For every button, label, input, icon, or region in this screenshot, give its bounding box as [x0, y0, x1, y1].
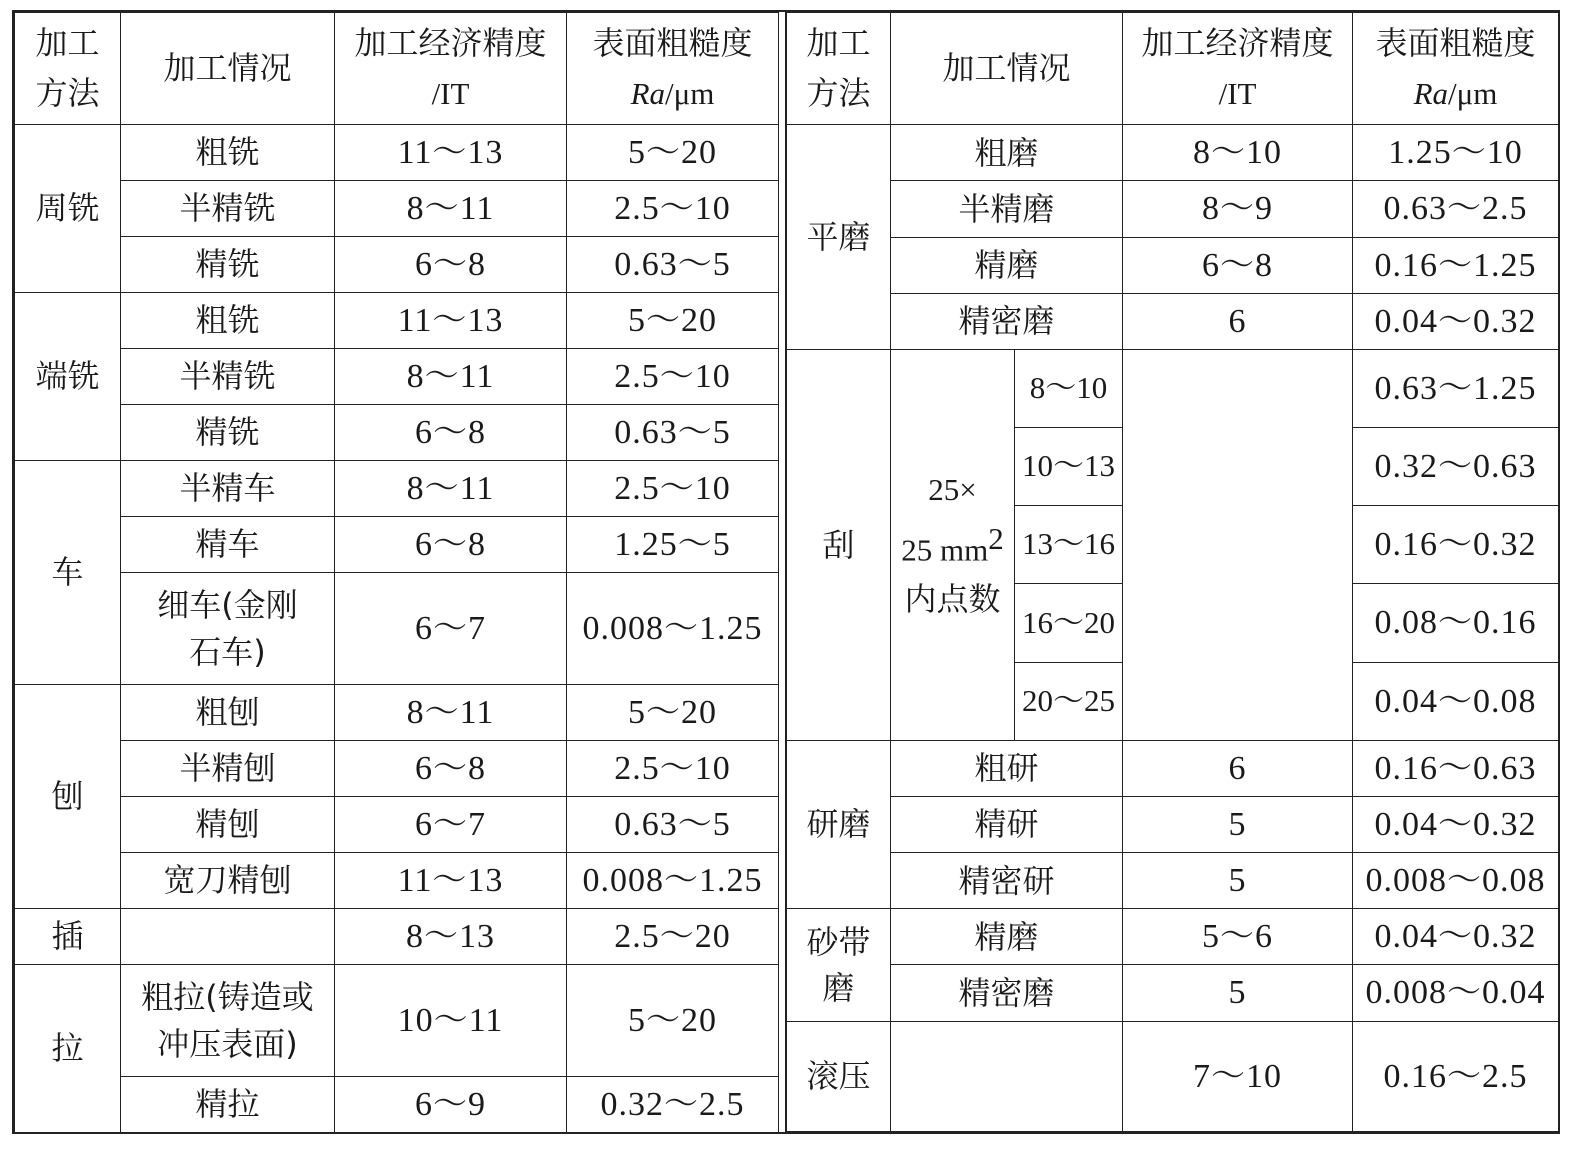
precision-cell: 6～7 [335, 797, 567, 853]
table-row [15, 405, 779, 461]
method-cell: 研磨 [787, 740, 891, 908]
header-roughness-unit: /μm [1448, 75, 1498, 111]
precision-cell-empty [1123, 349, 1353, 740]
table-row [787, 853, 1559, 909]
points-label-line1: 25× [928, 472, 977, 508]
header-precision-line2: /IT [1218, 75, 1257, 111]
condition-line1: 细车(金刚 [157, 586, 298, 625]
precision-cell: 5 [1123, 797, 1353, 853]
table-row [15, 1077, 779, 1133]
roughness-cell: 0.16～2.5 [1353, 1021, 1559, 1131]
condition-cell: 精磨 [891, 909, 1123, 965]
condition-cell: 粗铣 [121, 125, 335, 181]
condition-line2: 冲压表面) [157, 1024, 298, 1063]
right-table-half [786, 12, 1558, 1132]
roughness-cell: 0.04～0.32 [1353, 909, 1559, 965]
table-row [15, 685, 779, 741]
condition-cell [121, 965, 335, 1077]
precision-cell: 5 [1123, 853, 1353, 909]
roughness-cell: 2.5～20 [567, 909, 779, 965]
method-line2: 磨 [822, 968, 855, 1007]
precision-cell: 8～11 [335, 349, 567, 405]
header-roughness-unit: /μm [665, 75, 715, 111]
precision-cell: 8～11 [335, 685, 567, 741]
roughness-cell: 0.63～5 [567, 797, 779, 853]
roughness-cell: 0.04～0.32 [1353, 797, 1559, 853]
table-row [787, 181, 1559, 237]
table-row [15, 517, 779, 573]
points-cell: 16～20 [1015, 584, 1123, 662]
method-cell: 平磨 [787, 125, 891, 350]
roughness-cell: 2.5～10 [567, 741, 779, 797]
condition-cell: 半精铣 [121, 181, 335, 237]
precision-cell: 6～8 [335, 405, 567, 461]
condition-cell: 粗研 [891, 740, 1123, 796]
table-row [15, 797, 779, 853]
points-label-superscript: 2 [988, 520, 1004, 556]
precision-cell: 6～8 [1123, 237, 1353, 293]
header-roughness-line1: 表面粗糙度 [1375, 24, 1536, 63]
table-row [15, 125, 779, 181]
precision-cell: 5～6 [1123, 909, 1353, 965]
roughness-cell: 0.63～2.5 [1353, 181, 1559, 237]
roughness-cell: 0.008～0.04 [1353, 965, 1559, 1021]
table-row [15, 237, 779, 293]
precision-cell: 10～11 [335, 965, 567, 1077]
method-cell: 车 [15, 461, 121, 685]
precision-cell: 8～10 [1123, 125, 1353, 181]
method-cell: 刨 [15, 685, 121, 909]
header-method-text: 加工方法 [806, 24, 871, 112]
table-row [15, 909, 779, 965]
roughness-cell: 0.08～0.16 [1353, 584, 1559, 662]
precision-cell: 11～13 [335, 853, 567, 909]
condition-cell: 半精刨 [121, 741, 335, 797]
header-method [787, 13, 891, 125]
method-cell [787, 909, 891, 1021]
roughness-cell: 0.63～5 [567, 237, 779, 293]
precision-cell: 11～13 [335, 293, 567, 349]
table-row [15, 349, 779, 405]
table-row [787, 909, 1559, 965]
table-row [15, 573, 779, 685]
points-cell: 8～10 [1015, 349, 1123, 427]
roughness-cell: 2.5～10 [567, 461, 779, 517]
header-precision-line2: /IT [431, 75, 470, 111]
points-cell: 13～16 [1015, 506, 1123, 584]
precision-cell: 6～8 [335, 741, 567, 797]
condition-cell: 精车 [121, 517, 335, 573]
roughness-cell: 5～20 [567, 125, 779, 181]
header-roughness [1353, 13, 1559, 125]
header-roughness [567, 13, 779, 125]
header-precision [335, 13, 567, 125]
table-row [15, 741, 779, 797]
condition-cell [891, 349, 1015, 740]
roughness-cell: 5～20 [567, 965, 779, 1077]
table-row [787, 125, 1559, 181]
condition-cell: 精密磨 [891, 965, 1123, 1021]
precision-cell: 6 [1123, 740, 1353, 796]
header-row [15, 13, 779, 125]
condition-cell: 精密研 [891, 853, 1123, 909]
header-method [15, 13, 121, 125]
condition-cell: 粗铣 [121, 293, 335, 349]
precision-cell: 8～13 [335, 909, 567, 965]
condition-cell: 精研 [891, 797, 1123, 853]
roughness-cell: 1.25～10 [1353, 125, 1559, 181]
points-cell: 20～25 [1015, 662, 1123, 740]
condition-cell: 半精车 [121, 461, 335, 517]
roughness-cell: 0.16～1.25 [1353, 237, 1559, 293]
header-row [787, 13, 1559, 125]
condition-cell: 半精磨 [891, 181, 1123, 237]
table-row [15, 181, 779, 237]
roughness-cell: 0.63～1.25 [1353, 349, 1559, 427]
condition-cell: 精密磨 [891, 293, 1123, 349]
method-cell: 端铣 [15, 293, 121, 461]
condition-cell: 精铣 [121, 405, 335, 461]
double-rule-divider [778, 12, 786, 1132]
precision-cell: 6～9 [335, 1077, 567, 1133]
header-precision-line1: 加工经济精度 [1141, 24, 1334, 63]
roughness-cell: 0.008～1.25 [567, 853, 779, 909]
roughness-cell: 5～20 [567, 293, 779, 349]
roughness-cell: 0.008～1.25 [567, 573, 779, 685]
roughness-cell: 0.63～5 [567, 405, 779, 461]
points-label-line2: 25 mm [901, 532, 989, 568]
condition-cell: 粗磨 [891, 125, 1123, 181]
points-label-line3: 内点数 [904, 579, 1001, 618]
condition-cell: 粗刨 [121, 685, 335, 741]
roughness-cell: 5～20 [567, 685, 779, 741]
condition-cell: 精铣 [121, 237, 335, 293]
table-row [787, 797, 1559, 853]
precision-cell: 6～7 [335, 573, 567, 685]
left-table [14, 12, 779, 1133]
condition-line1: 粗拉(铸造或 [141, 978, 314, 1017]
roughness-cell: 0.04～0.08 [1353, 662, 1559, 740]
header-method-text: 加工方法 [35, 23, 100, 112]
roughness-cell: 0.32～0.63 [1353, 428, 1559, 506]
table-row [15, 293, 779, 349]
roughness-cell: 2.5～10 [567, 181, 779, 237]
roughness-cell: 0.04～0.32 [1353, 293, 1559, 349]
precision-cell: 5 [1123, 965, 1353, 1021]
header-roughness-line1: 表面粗糙度 [592, 23, 753, 62]
method-cell: 滚压 [787, 1021, 891, 1131]
right-table [786, 12, 1559, 1132]
precision-cell: 6 [1123, 293, 1353, 349]
roughness-cell: 0.16～0.63 [1353, 740, 1559, 796]
header-roughness-symbol: Ra [630, 75, 666, 111]
method-cell: 刮 [787, 349, 891, 740]
precision-cell: 11～13 [335, 125, 567, 181]
condition-cell: 精刨 [121, 797, 335, 853]
condition-cell [891, 1021, 1123, 1131]
table-row [15, 461, 779, 517]
method-cell: 周铣 [15, 125, 121, 293]
header-condition: 加工情况 [891, 13, 1123, 125]
left-table-half [14, 12, 778, 1132]
table-row [787, 740, 1559, 796]
precision-roughness-table [12, 10, 1560, 1134]
points-cell: 10～13 [1015, 428, 1123, 506]
table-row [15, 965, 779, 1077]
header-precision-line1: 加工经济精度 [354, 23, 547, 62]
condition-cell [121, 909, 335, 965]
method-cell: 插 [15, 909, 121, 965]
precision-cell: 8～11 [335, 181, 567, 237]
condition-cell: 宽刀精刨 [121, 853, 335, 909]
method-line1: 砂带 [806, 922, 871, 961]
roughness-cell: 0.16～0.32 [1353, 506, 1559, 584]
table-row [787, 965, 1559, 1021]
roughness-cell: 0.32～2.5 [567, 1077, 779, 1133]
precision-cell: 6～8 [335, 517, 567, 573]
table-row [15, 853, 779, 909]
roughness-cell: 2.5～10 [567, 349, 779, 405]
precision-cell: 8～9 [1123, 181, 1353, 237]
roughness-cell: 1.25～5 [567, 517, 779, 573]
table-row [787, 293, 1559, 349]
method-cell: 拉 [15, 965, 121, 1133]
roughness-cell: 0.008～0.08 [1353, 853, 1559, 909]
condition-cell: 半精铣 [121, 349, 335, 405]
precision-cell: 7～10 [1123, 1021, 1353, 1131]
precision-cell: 8～11 [335, 461, 567, 517]
condition-cell: 精拉 [121, 1077, 335, 1133]
header-precision [1123, 13, 1353, 125]
condition-cell: 精磨 [891, 237, 1123, 293]
table-row [787, 349, 1559, 427]
header-roughness-symbol: Ra [1413, 75, 1449, 111]
table-row [787, 1021, 1559, 1131]
table-row [787, 237, 1559, 293]
condition-cell [121, 573, 335, 685]
header-condition: 加工情况 [121, 13, 335, 125]
condition-line2: 石车) [189, 632, 266, 671]
precision-cell: 6～8 [335, 237, 567, 293]
